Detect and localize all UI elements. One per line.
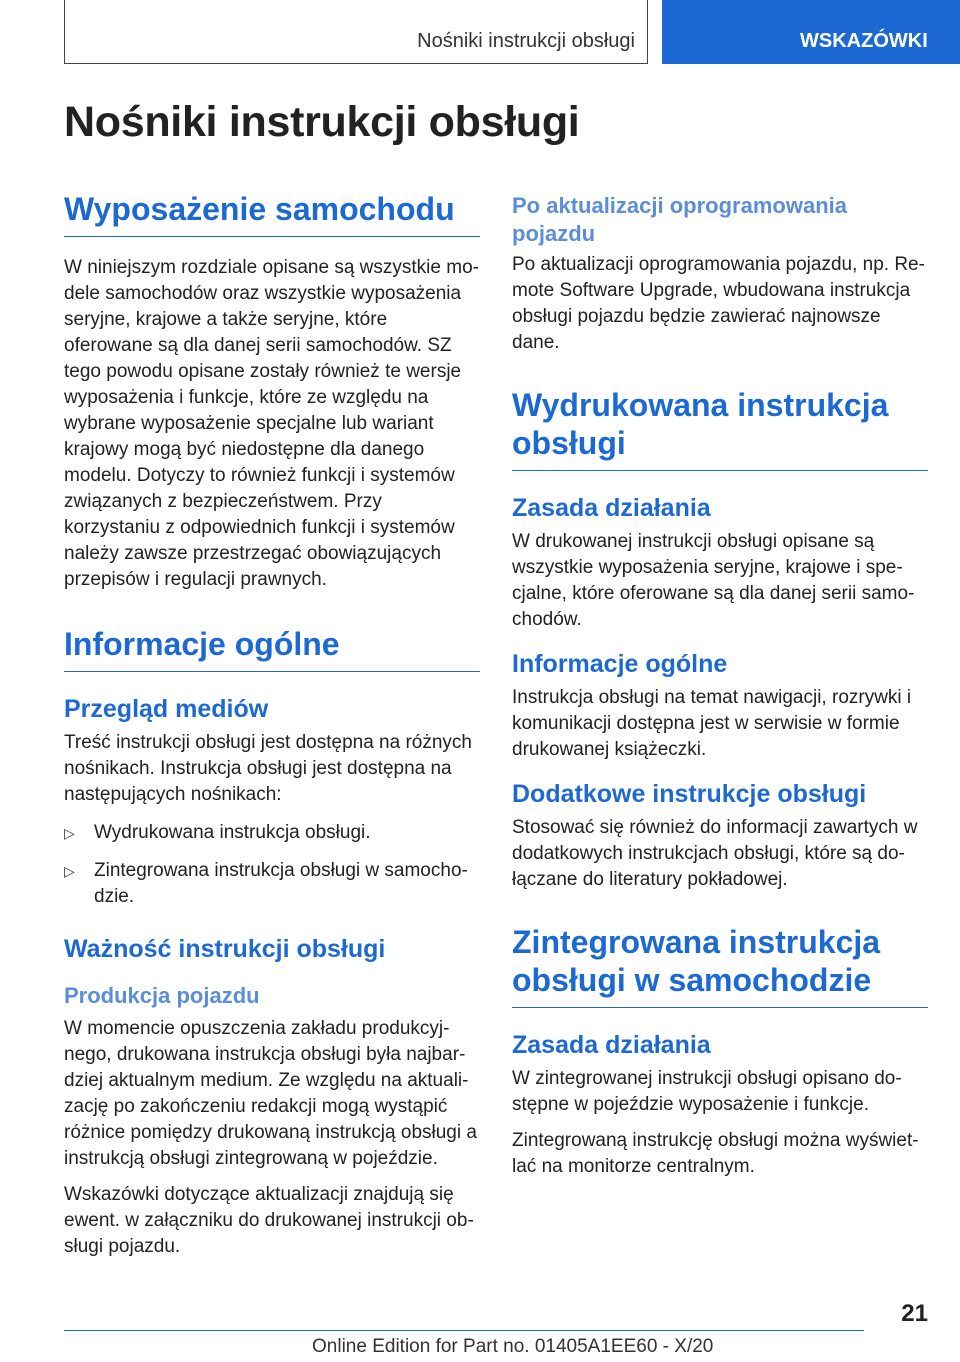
header-section-title: Nośniki instrukcji obsługi (417, 30, 635, 52)
page-title: Nośniki instrukcji obsługi (64, 98, 580, 146)
triangle-bullet-icon: ▷ (64, 863, 75, 879)
footer-divider (64, 1330, 864, 1331)
text-zasada-dzialania-2a: W zintegrowanej instrukcji obsługi opisano dostępne w pojeździe wyposażenie i funkcje. (512, 1068, 902, 1115)
header-tab-wskazowki[interactable] (662, 0, 960, 64)
heading-dodatkowe: Dodatkowe instrukcje obsługi (512, 780, 867, 808)
text-po-aktualizacji: Po aktualizacji oprogramowania pojazdu, np. Remote Software Upgrade, wbudowana instrukcja obsługi pojazdu będzie zawierać najnowsze dane. (512, 254, 925, 353)
right-column (512, 192, 928, 1180)
heading-przeglad-mediow: Przegląd mediów (64, 695, 269, 723)
heading-zasada-dzialania-1: Zasada działania (512, 494, 711, 522)
left-column (64, 190, 480, 1260)
media-list (64, 820, 480, 910)
heading-zasada-dzialania-2: Zasada działania (512, 1031, 711, 1059)
header-section-box (64, 0, 648, 64)
text-wyposazenie: W niniejszym rozdziale opisane są wszystkie modele samochodów oraz wszystkie wyposażenia seryjne, krajowe a także seryjne, które oferowane są dla danej serii samochodów. SZ tego powodu opisane zostały również te wersje wyposażenia i funkcje, które ze względu na wybrane wyposażenie specjalne lub wariant krajowy mogą być niedostępne dla danego modelu. Dotyczy to również funkcji i systemów związanych z bezpieczeństwem. Przy korzystaniu z odpowiednich funkcji i systemów należy zawsze przestrzegać obowiązujących przepisów i regulacji prawnych. (64, 257, 479, 590)
text-zasada-dzialania-1: W drukowanej instrukcji obsługi opisane są wszystkie wyposażenia seryjne, krajowe i specjalne, które oferowane są dla danej serii samochodów. (512, 531, 915, 630)
list-item-text: Wydrukowana instrukcja obsługi. (94, 822, 371, 843)
text-produkcja-2: Wskazówki dotyczące aktualizacji znajdują się ewent. w załączniku do drukowanej instrukcji obsługi pojazdu. (64, 1184, 474, 1257)
heading-po-aktualizacji: Po aktualizacji oprogramowania pojazdu (512, 193, 847, 246)
text-informacje-ogolne-2: Instrukcja obsługi na temat nawigacji, rozrywki i komunikacji dostępna jest w serwisie w formie drukowanej książeczki. (512, 687, 912, 760)
text-przeglad-mediow: Treść instrukcji obsługi jest dostępna na różnych nośnikach. Instrukcja obsługi jest dostępna na następujących nośnikach: (64, 732, 472, 805)
text-dodatkowe: Stosować się również do informacji zawartych w dodatkowych instrukcjach obsługi, które są dołączane do literatury pokładowej. (512, 817, 918, 890)
heading-produkcja-pojazdu: Produkcja pojazdu (64, 983, 260, 1008)
footer-edition-text: Online Edition for Part no. 01405A1EE60 - X/20 (312, 1336, 714, 1357)
heading-zintegrowana: Zintegrowana instrukcja obsługi w samochodzie (512, 923, 928, 1008)
header-tab-label: WSKAZÓWKI (800, 30, 928, 52)
text-zasada-dzialania-2b: Zintegrowaną instrukcję obsługi można wyświetlać na monitorze centralnym. (512, 1130, 919, 1177)
list-item-text: Zintegrowana instrukcja obsługi w samochodzie. (94, 860, 468, 907)
heading-informacje-ogolne-2: Informacje ogólne (512, 650, 728, 678)
heading-informacje-ogolne: Informacje ogólne (64, 625, 480, 672)
list-item (64, 858, 480, 910)
page-number: 21 (901, 1300, 928, 1327)
heading-waznosc: Ważność instrukcji obsługi (64, 935, 386, 963)
heading-wyposazenie: Wyposażenie samochodu (64, 190, 480, 237)
text-produkcja-1: W momencie opuszczenia zakładu produkcyjnego, drukowana instrukcja obsługi była najbardziej aktualnym medium. Ze względu na aktualizację po zakończeniu redakcji mogą wystąpić różnice pomiędzy drukowaną instrukcją obsługi a instrukcją obsługi zintegrowaną w pojeździe. (64, 1018, 477, 1169)
list-item (64, 820, 480, 846)
heading-wydrukowana: Wydrukowana instrukcja obsługi (512, 386, 928, 471)
triangle-bullet-icon: ▷ (64, 825, 75, 841)
